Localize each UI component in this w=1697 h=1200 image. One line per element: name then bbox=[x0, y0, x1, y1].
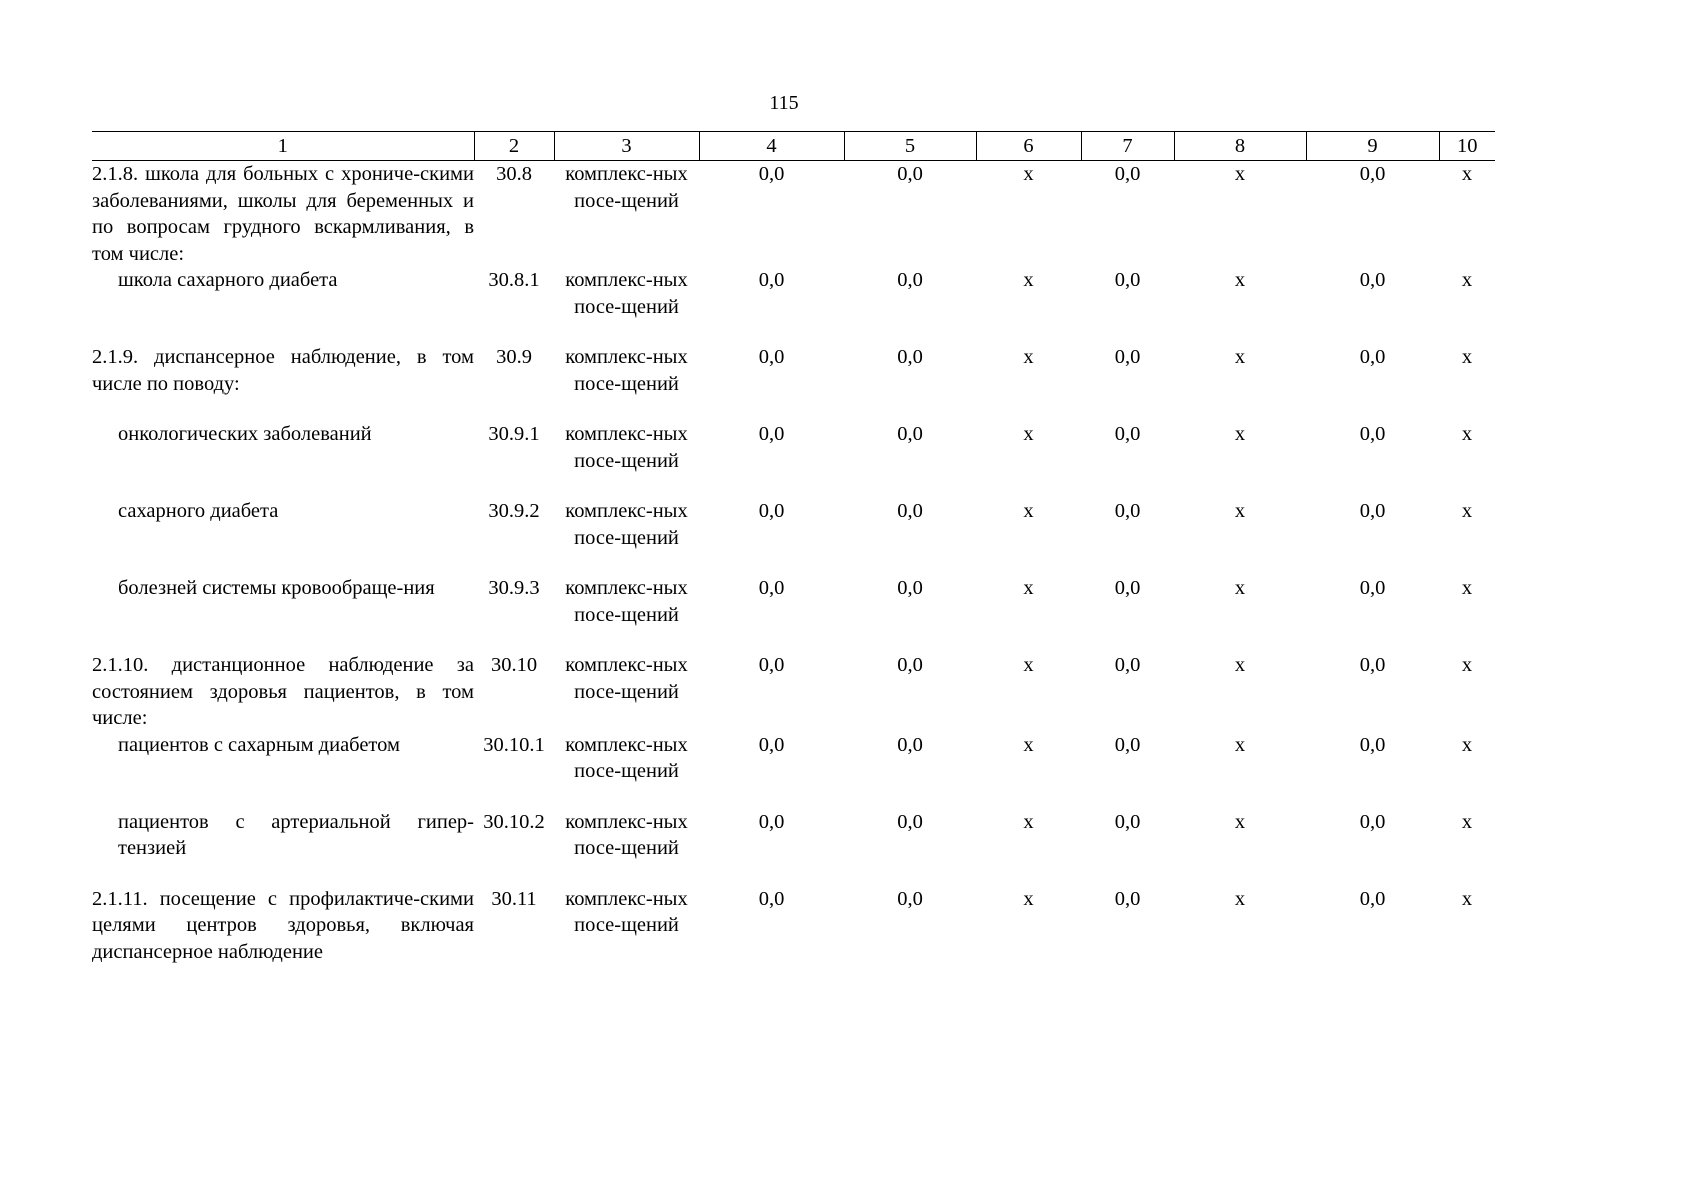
column-header: 3 bbox=[554, 132, 699, 161]
row-col-5: 0,0 bbox=[897, 733, 923, 756]
row-name: сахарного диабета bbox=[118, 500, 279, 522]
table-row bbox=[92, 161, 1495, 268]
row-col-4: 0,0 bbox=[758, 810, 785, 833]
column-header: 5 bbox=[844, 132, 976, 161]
table-row bbox=[92, 267, 1495, 344]
column-header: 7 bbox=[1081, 132, 1174, 161]
row-col-6: х bbox=[1023, 577, 1034, 599]
row-col-10: х bbox=[1461, 733, 1473, 756]
row-col-8: х bbox=[1234, 500, 1246, 522]
row-col-9: 0,0 bbox=[1359, 500, 1386, 522]
row-col-10: х bbox=[1461, 654, 1473, 676]
row-unit: комплекс-ных посе-щений bbox=[565, 500, 688, 549]
column-header: 6 bbox=[976, 132, 1081, 161]
row-name: 2.1.8. школа для больных с хрониче-скими заболеваниями, школы для беременных и по вопросам грудного вскармливания, в том числе: bbox=[92, 163, 474, 265]
row-col-10: х bbox=[1461, 887, 1473, 910]
row-col-9: 0,0 bbox=[1359, 654, 1386, 676]
row-unit: комплекс-ных посе-щений bbox=[565, 810, 688, 859]
row-unit: комплекс-ных посе-щений bbox=[565, 733, 688, 782]
row-col-7: 0,0 bbox=[1114, 423, 1141, 445]
row-col-9: 0,0 bbox=[1359, 733, 1386, 756]
table-row bbox=[92, 498, 1495, 575]
row-col-5: 0,0 bbox=[897, 887, 923, 910]
row-col-8: х bbox=[1234, 577, 1246, 599]
row-col-9: 0,0 bbox=[1359, 423, 1386, 445]
table-row bbox=[92, 344, 1495, 421]
row-col-4: 0,0 bbox=[758, 887, 785, 910]
row-col-6: х bbox=[1023, 423, 1034, 445]
row-col-7: 0,0 bbox=[1114, 577, 1141, 599]
row-unit: комплекс-ных посе-щений bbox=[565, 163, 688, 212]
column-header: 10 bbox=[1439, 132, 1495, 161]
table-row bbox=[92, 732, 1495, 809]
row-col-6: х bbox=[1023, 887, 1034, 910]
column-header: 9 bbox=[1306, 132, 1439, 161]
row-code: 30.9 bbox=[496, 346, 532, 368]
row-code: 30.8 bbox=[496, 163, 532, 185]
row-col-5: 0,0 bbox=[897, 269, 923, 291]
row-name: 2.1.10. дистанционное наблюдение за состоянием здоровья пациентов, в том числе: bbox=[92, 654, 474, 729]
row-name: болезней системы кровообраще-ния bbox=[118, 577, 435, 599]
row-code: 30.9.3 bbox=[488, 577, 540, 599]
row-col-10: х bbox=[1461, 423, 1473, 445]
row-col-5: 0,0 bbox=[897, 500, 923, 522]
row-name: 2.1.11. посещение с профилактиче-скими целями центров здоровья, включая диспансерное наблюдение bbox=[92, 887, 474, 963]
row-col-9: 0,0 bbox=[1359, 269, 1386, 291]
row-col-8: х bbox=[1234, 887, 1246, 910]
row-col-10: х bbox=[1461, 269, 1473, 291]
row-col-10: х bbox=[1461, 577, 1473, 599]
row-col-4: 0,0 bbox=[758, 577, 785, 599]
row-col-8: х bbox=[1234, 423, 1246, 445]
row-col-10: х bbox=[1461, 810, 1473, 833]
row-col-9: 0,0 bbox=[1359, 887, 1386, 910]
row-unit: комплекс-ных посе-щений bbox=[565, 269, 688, 318]
row-code: 30.10 bbox=[490, 654, 538, 676]
row-name: пациентов с артериальной гипер-тензией bbox=[118, 810, 474, 859]
column-header: 8 bbox=[1174, 132, 1306, 161]
row-col-4: 0,0 bbox=[758, 269, 785, 291]
row-name: онкологических заболеваний bbox=[118, 423, 372, 445]
row-col-6: х bbox=[1023, 269, 1034, 291]
row-unit: комплекс-ных посе-щений bbox=[565, 577, 688, 626]
row-unit: комплекс-ных посе-щений bbox=[565, 887, 688, 936]
row-col-10: х bbox=[1461, 500, 1473, 522]
column-header: 1 bbox=[92, 132, 474, 161]
row-col-8: х bbox=[1234, 346, 1246, 368]
row-col-5: 0,0 bbox=[897, 423, 923, 445]
row-col-4: 0,0 bbox=[758, 346, 785, 368]
row-unit: комплекс-ных посе-щений bbox=[565, 654, 688, 703]
row-col-6: х bbox=[1023, 163, 1034, 185]
row-unit: комплекс-ных посе-щений bbox=[565, 423, 688, 472]
row-col-7: 0,0 bbox=[1114, 163, 1141, 185]
row-col-5: 0,0 bbox=[897, 163, 923, 185]
row-col-5: 0,0 bbox=[897, 346, 923, 368]
row-col-9: 0,0 bbox=[1359, 577, 1386, 599]
row-code: 30.9.1 bbox=[488, 423, 540, 445]
row-unit: комплекс-ных посе-щений bbox=[565, 346, 688, 395]
page-number: 115 bbox=[769, 92, 799, 114]
table-header-row bbox=[92, 132, 1495, 161]
row-col-6: х bbox=[1023, 346, 1034, 368]
row-col-7: 0,0 bbox=[1114, 269, 1141, 291]
table-row bbox=[92, 421, 1495, 498]
data-table bbox=[92, 131, 1495, 965]
column-header: 2 bbox=[474, 132, 554, 161]
row-col-7: 0,0 bbox=[1114, 887, 1141, 910]
row-col-4: 0,0 bbox=[758, 163, 785, 185]
row-col-6: х bbox=[1023, 500, 1034, 522]
row-col-10: х bbox=[1461, 346, 1473, 368]
row-col-7: 0,0 bbox=[1114, 346, 1141, 368]
row-code: 30.10.2 bbox=[483, 810, 545, 833]
row-col-4: 0,0 bbox=[758, 733, 785, 756]
column-header: 4 bbox=[699, 132, 844, 161]
row-code: 30.9.2 bbox=[488, 500, 540, 522]
row-col-6: х bbox=[1023, 733, 1034, 756]
table-row bbox=[92, 886, 1495, 966]
row-col-8: х bbox=[1234, 733, 1246, 756]
table-row bbox=[92, 652, 1495, 732]
row-col-6: х bbox=[1023, 654, 1034, 676]
row-code: 30.11 bbox=[491, 887, 537, 910]
row-col-7: 0,0 bbox=[1114, 733, 1141, 756]
row-col-9: 0,0 bbox=[1359, 810, 1386, 833]
row-col-8: х bbox=[1234, 810, 1246, 833]
row-col-7: 0,0 bbox=[1114, 654, 1141, 676]
row-name: пациентов с сахарным диабетом bbox=[118, 733, 400, 756]
row-col-7: 0,0 bbox=[1114, 500, 1141, 522]
row-col-8: х bbox=[1234, 269, 1246, 291]
row-code: 30.10.1 bbox=[483, 733, 545, 756]
row-col-4: 0,0 bbox=[758, 654, 785, 676]
row-col-4: 0,0 bbox=[758, 423, 785, 445]
row-col-9: 0,0 bbox=[1359, 163, 1386, 185]
row-col-9: 0,0 bbox=[1359, 346, 1386, 368]
row-name: школа сахарного диабета bbox=[118, 269, 338, 291]
row-col-7: 0,0 bbox=[1114, 810, 1141, 833]
row-col-8: х bbox=[1234, 654, 1246, 676]
row-col-8: х bbox=[1234, 163, 1246, 185]
row-col-5: 0,0 bbox=[897, 810, 923, 833]
row-col-4: 0,0 bbox=[758, 500, 785, 522]
row-col-10: х bbox=[1461, 163, 1473, 185]
row-col-5: 0,0 bbox=[897, 577, 923, 599]
row-col-6: х bbox=[1023, 810, 1034, 833]
row-col-5: 0,0 bbox=[897, 654, 923, 676]
table-row bbox=[92, 575, 1495, 652]
row-code: 30.8.1 bbox=[488, 269, 540, 291]
row-name: 2.1.9. диспансерное наблюдение, в том числе по поводу: bbox=[92, 346, 474, 395]
table-row bbox=[92, 809, 1495, 886]
